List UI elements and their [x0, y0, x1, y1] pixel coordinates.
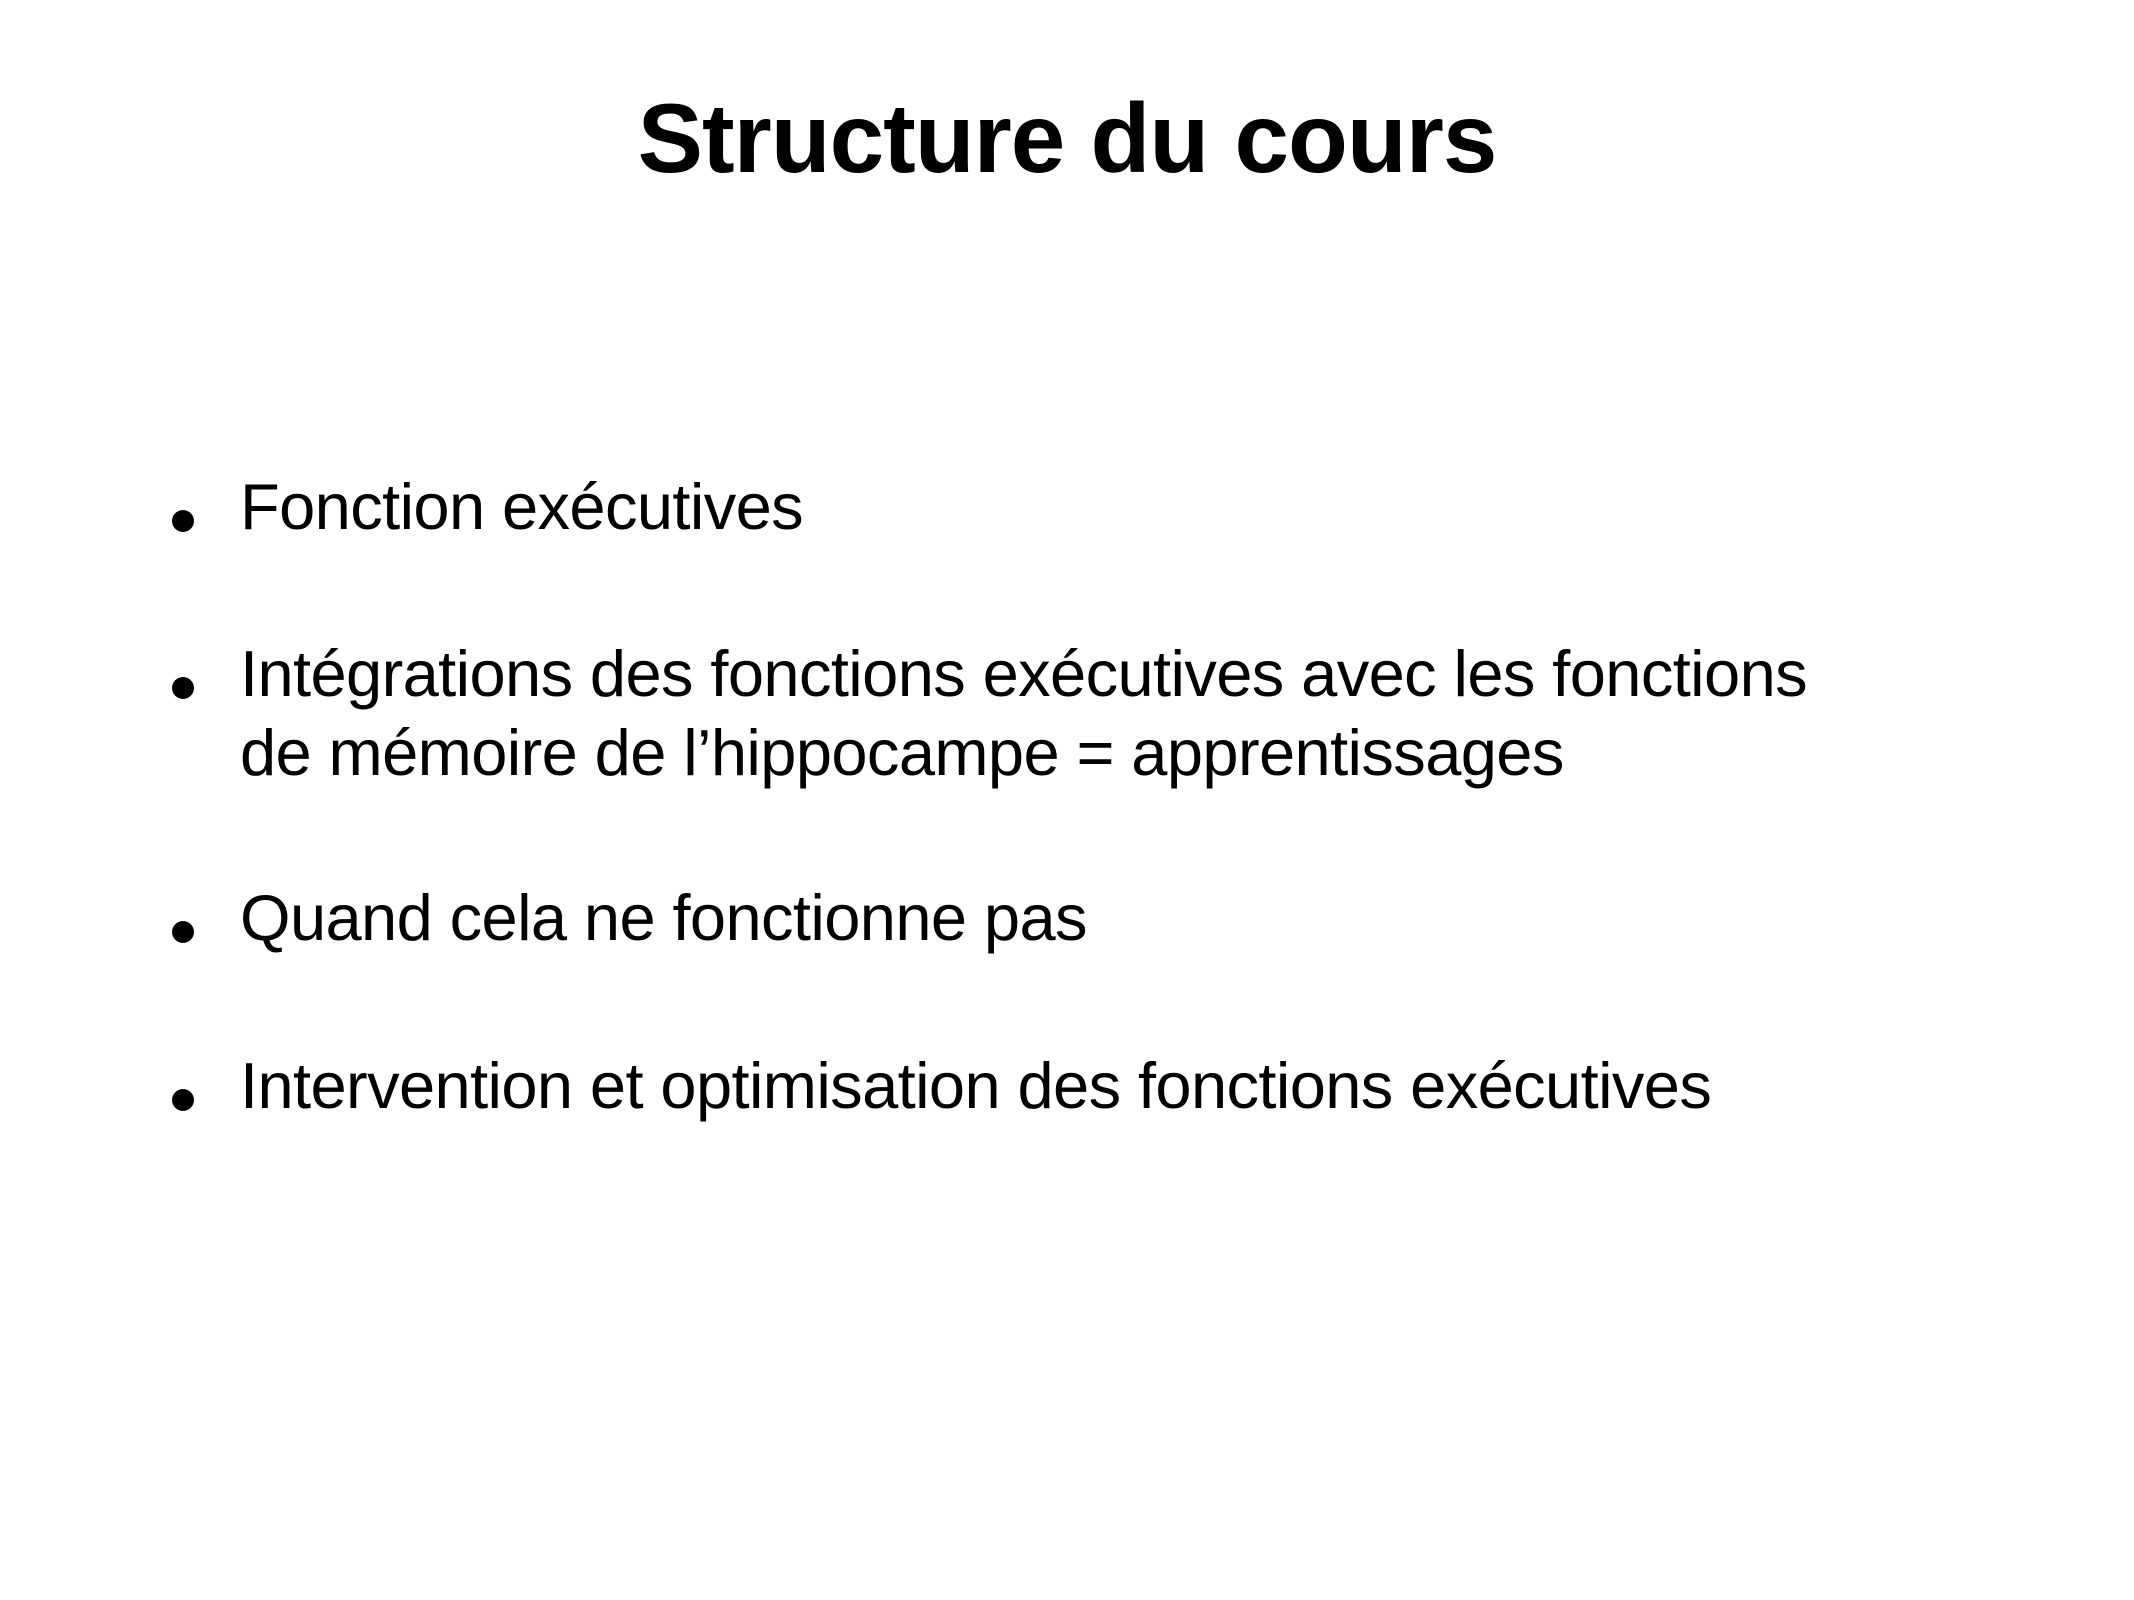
- bullet-line: Intervention et optimisation des fonctions exécutives: [240, 1049, 1712, 1122]
- bullet-text: [240, 1046, 1711, 1125]
- bullet-text: [240, 634, 1807, 792]
- bullet-line: Quand cela ne fonctionne pas: [240, 881, 1087, 954]
- bullet-line: Fonction exécutives: [240, 470, 804, 543]
- slide-title: Structure du cours: [637, 83, 1497, 193]
- bullet-text: [240, 467, 803, 546]
- bullet-dot-icon: [172, 1089, 194, 1111]
- bullet-text: [240, 878, 1087, 957]
- bullet-dot-icon: [172, 677, 194, 699]
- bullet-dot-icon: [172, 921, 194, 943]
- bullet-line: Intégrations des fonctions exécutives avec les fonctions: [240, 637, 1808, 710]
- bullet-dot-icon: [172, 510, 194, 532]
- bullet-line: de mémoire de l’hippocampe = apprentissages: [240, 716, 1564, 789]
